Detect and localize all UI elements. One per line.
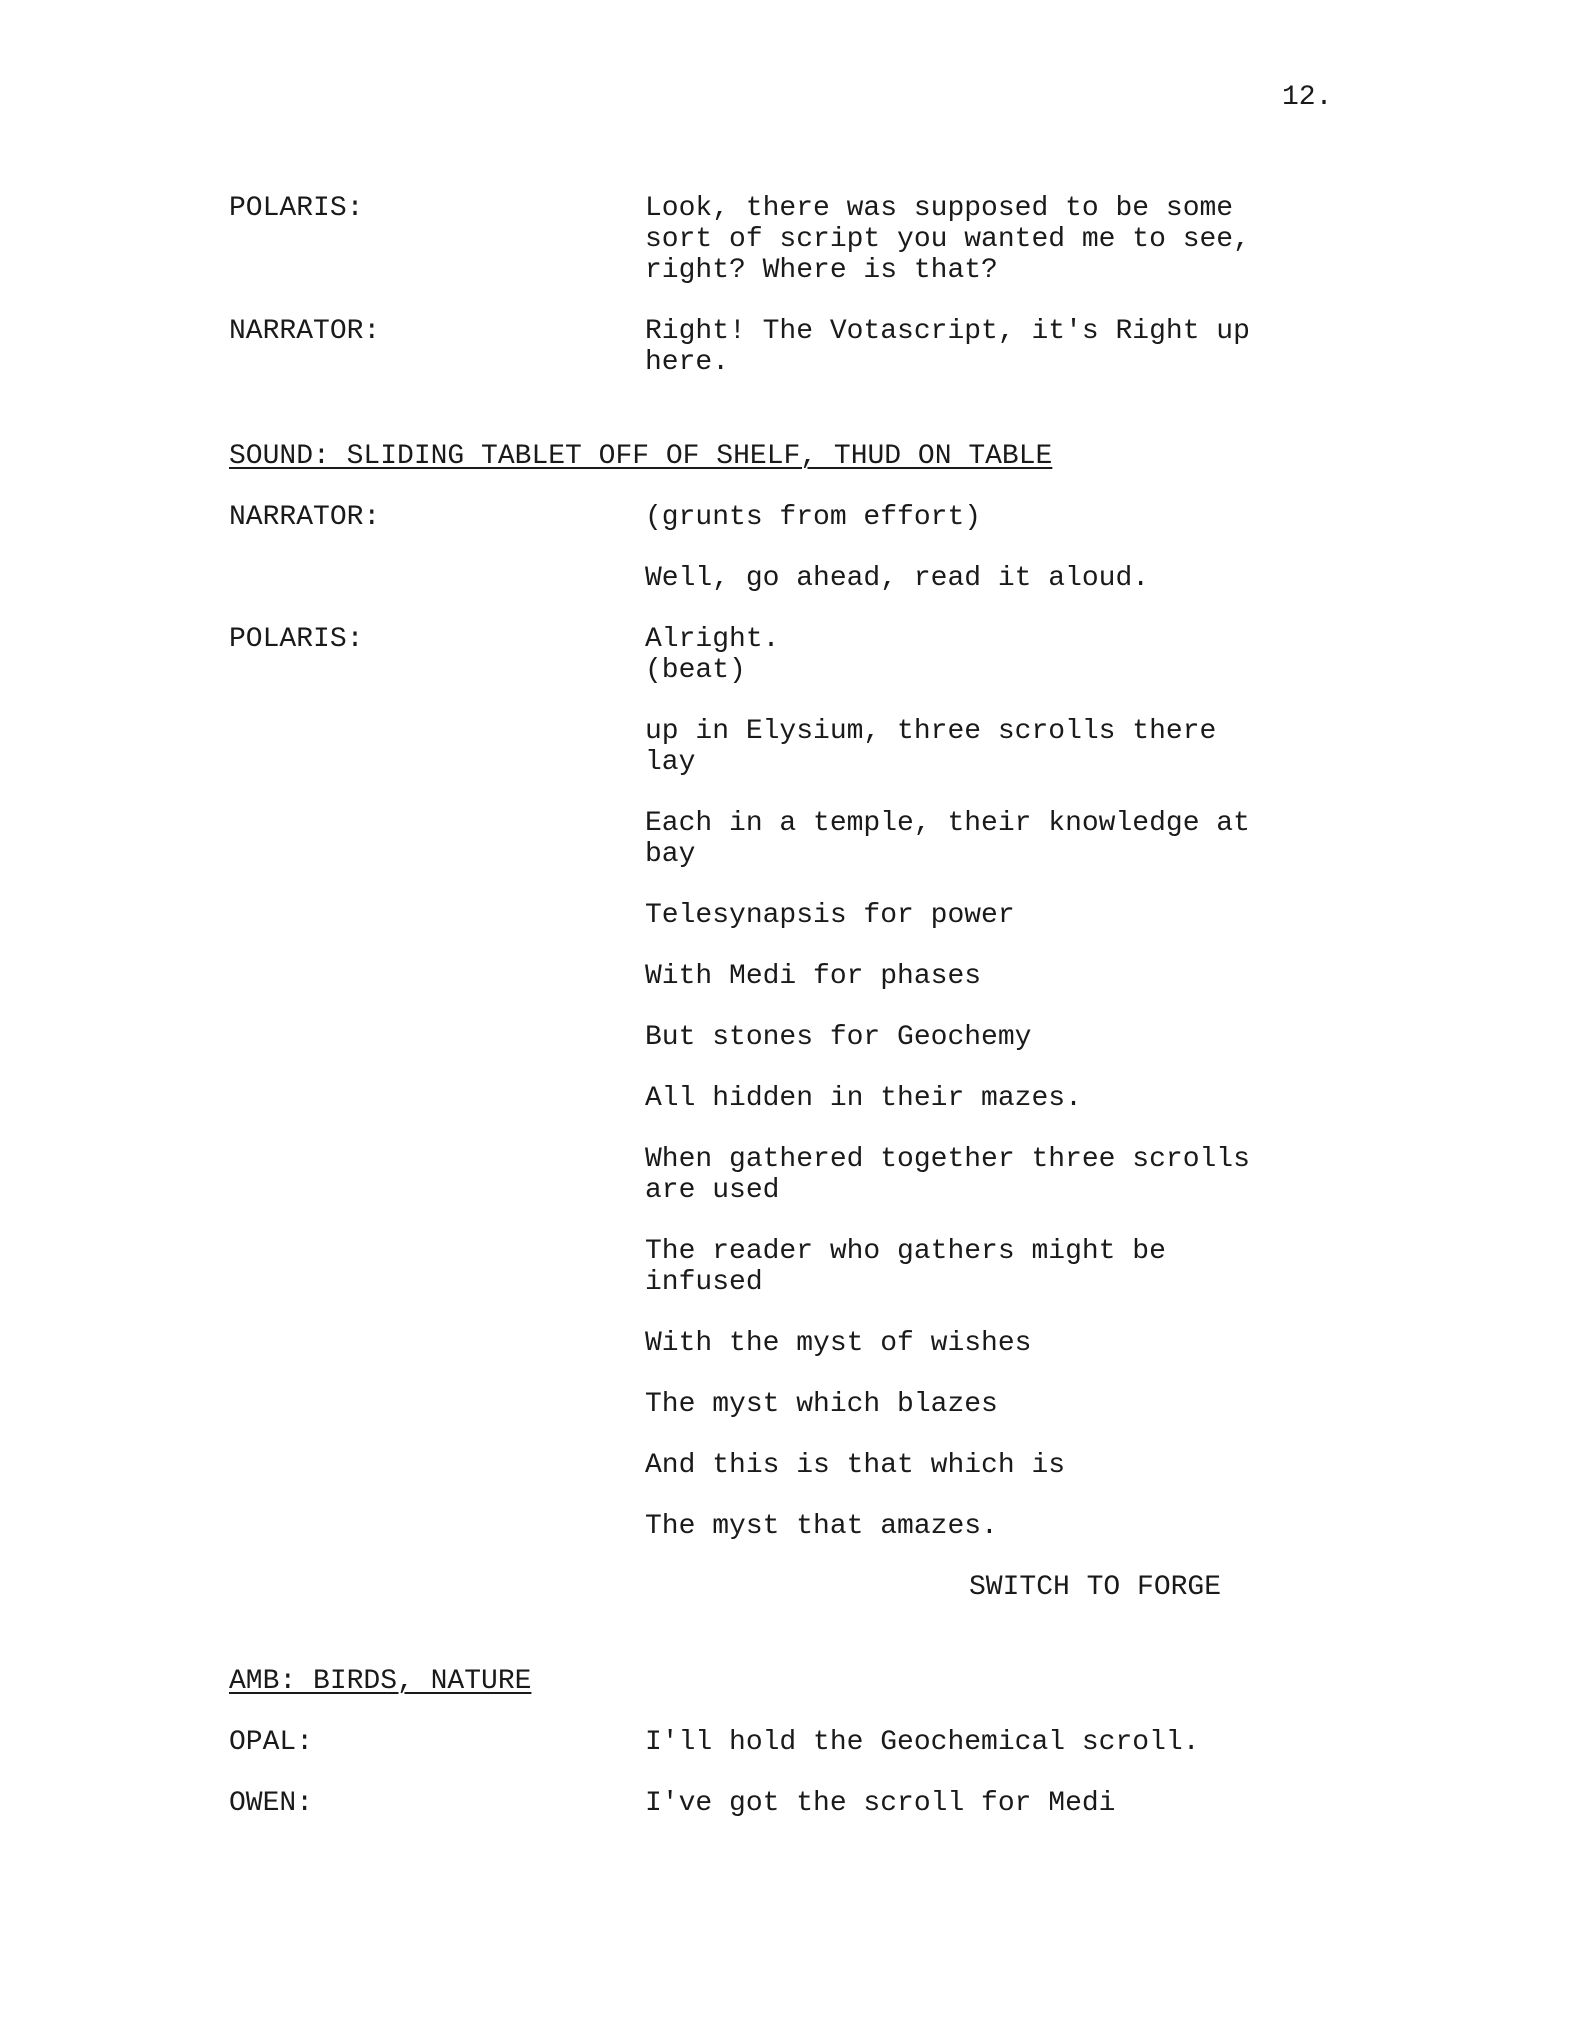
dialogue-block <box>229 193 1379 286</box>
poem-line-text: And this is that which is <box>645 1450 1066 1481</box>
character-name-empty <box>229 563 645 594</box>
poem-line-text: When gathered together three scrolls are used <box>645 1144 1250 1206</box>
poem-line <box>229 716 1379 778</box>
poem-line-text: The reader who gathers might be infused <box>645 1236 1166 1298</box>
dialogue-text: I'll hold the Geochemical scroll. <box>645 1727 1200 1758</box>
poem-line <box>229 961 1379 992</box>
dialogue-block <box>229 316 1379 378</box>
poem-line <box>229 1022 1379 1053</box>
character-name: NARRATOR: <box>229 316 381 347</box>
poem-line-text: The myst that amazes. <box>645 1511 998 1542</box>
transition: SWITCH TO FORGE <box>969 1572 1222 1603</box>
poem-line-text: With the myst of wishes <box>645 1328 1032 1359</box>
poem-line-text: The myst which blazes <box>645 1389 998 1420</box>
poem-line <box>229 900 1379 931</box>
dialogue-text: Well, go ahead, read it aloud. <box>645 563 1150 594</box>
character-name: POLARIS: <box>229 193 364 224</box>
dialogue-text: I've got the scroll for Medi <box>645 1788 1116 1819</box>
poem-line <box>229 1389 1379 1420</box>
script-body <box>229 193 1379 1849</box>
page-number: 12. <box>1282 82 1333 113</box>
sound-cue: SOUND: SLIDING TABLET OFF OF SHELF, THUD ON TABLE <box>229 441 1053 472</box>
dialogue-text: Look, there was supposed to be some sort of script you wanted me to see, right? Where is that? <box>645 193 1250 286</box>
character-name: OWEN: <box>229 1788 314 1819</box>
dialogue-block <box>229 1727 1379 1758</box>
poem-line <box>229 1083 1379 1114</box>
poem-line <box>229 1511 1379 1542</box>
character-name: OPAL: <box>229 1727 314 1758</box>
poem-line-text: All hidden in their mazes. <box>645 1083 1082 1114</box>
dialogue-block <box>229 502 1379 533</box>
poem-line <box>229 1236 1379 1298</box>
parenthetical: (grunts from effort) <box>645 502 982 533</box>
dialogue-block <box>229 624 1379 686</box>
dialogue-text: Alright. (beat) <box>645 624 780 686</box>
poem-line <box>229 1450 1379 1481</box>
poem-line <box>229 808 1379 870</box>
poem-line <box>229 1328 1379 1359</box>
dialogue-text: Right! The Votascript, it's Right up here. <box>645 316 1250 378</box>
dialogue-block <box>229 563 1379 594</box>
character-name: NARRATOR: <box>229 502 381 533</box>
character-name: POLARIS: <box>229 624 364 655</box>
poem-line <box>229 1144 1379 1206</box>
dialogue-block <box>229 1788 1379 1819</box>
sound-cue: AMB: BIRDS, NATURE <box>229 1666 532 1697</box>
poem-line-text: But stones for Geochemy <box>645 1022 1032 1053</box>
poem-line-text: With Medi for phases <box>645 961 982 992</box>
poem-line-text: up in Elysium, three scrolls there lay <box>645 716 1217 778</box>
poem-line-text: Each in a temple, their knowledge at bay <box>645 808 1250 870</box>
poem-line-text: Telesynapsis for power <box>645 900 1015 931</box>
